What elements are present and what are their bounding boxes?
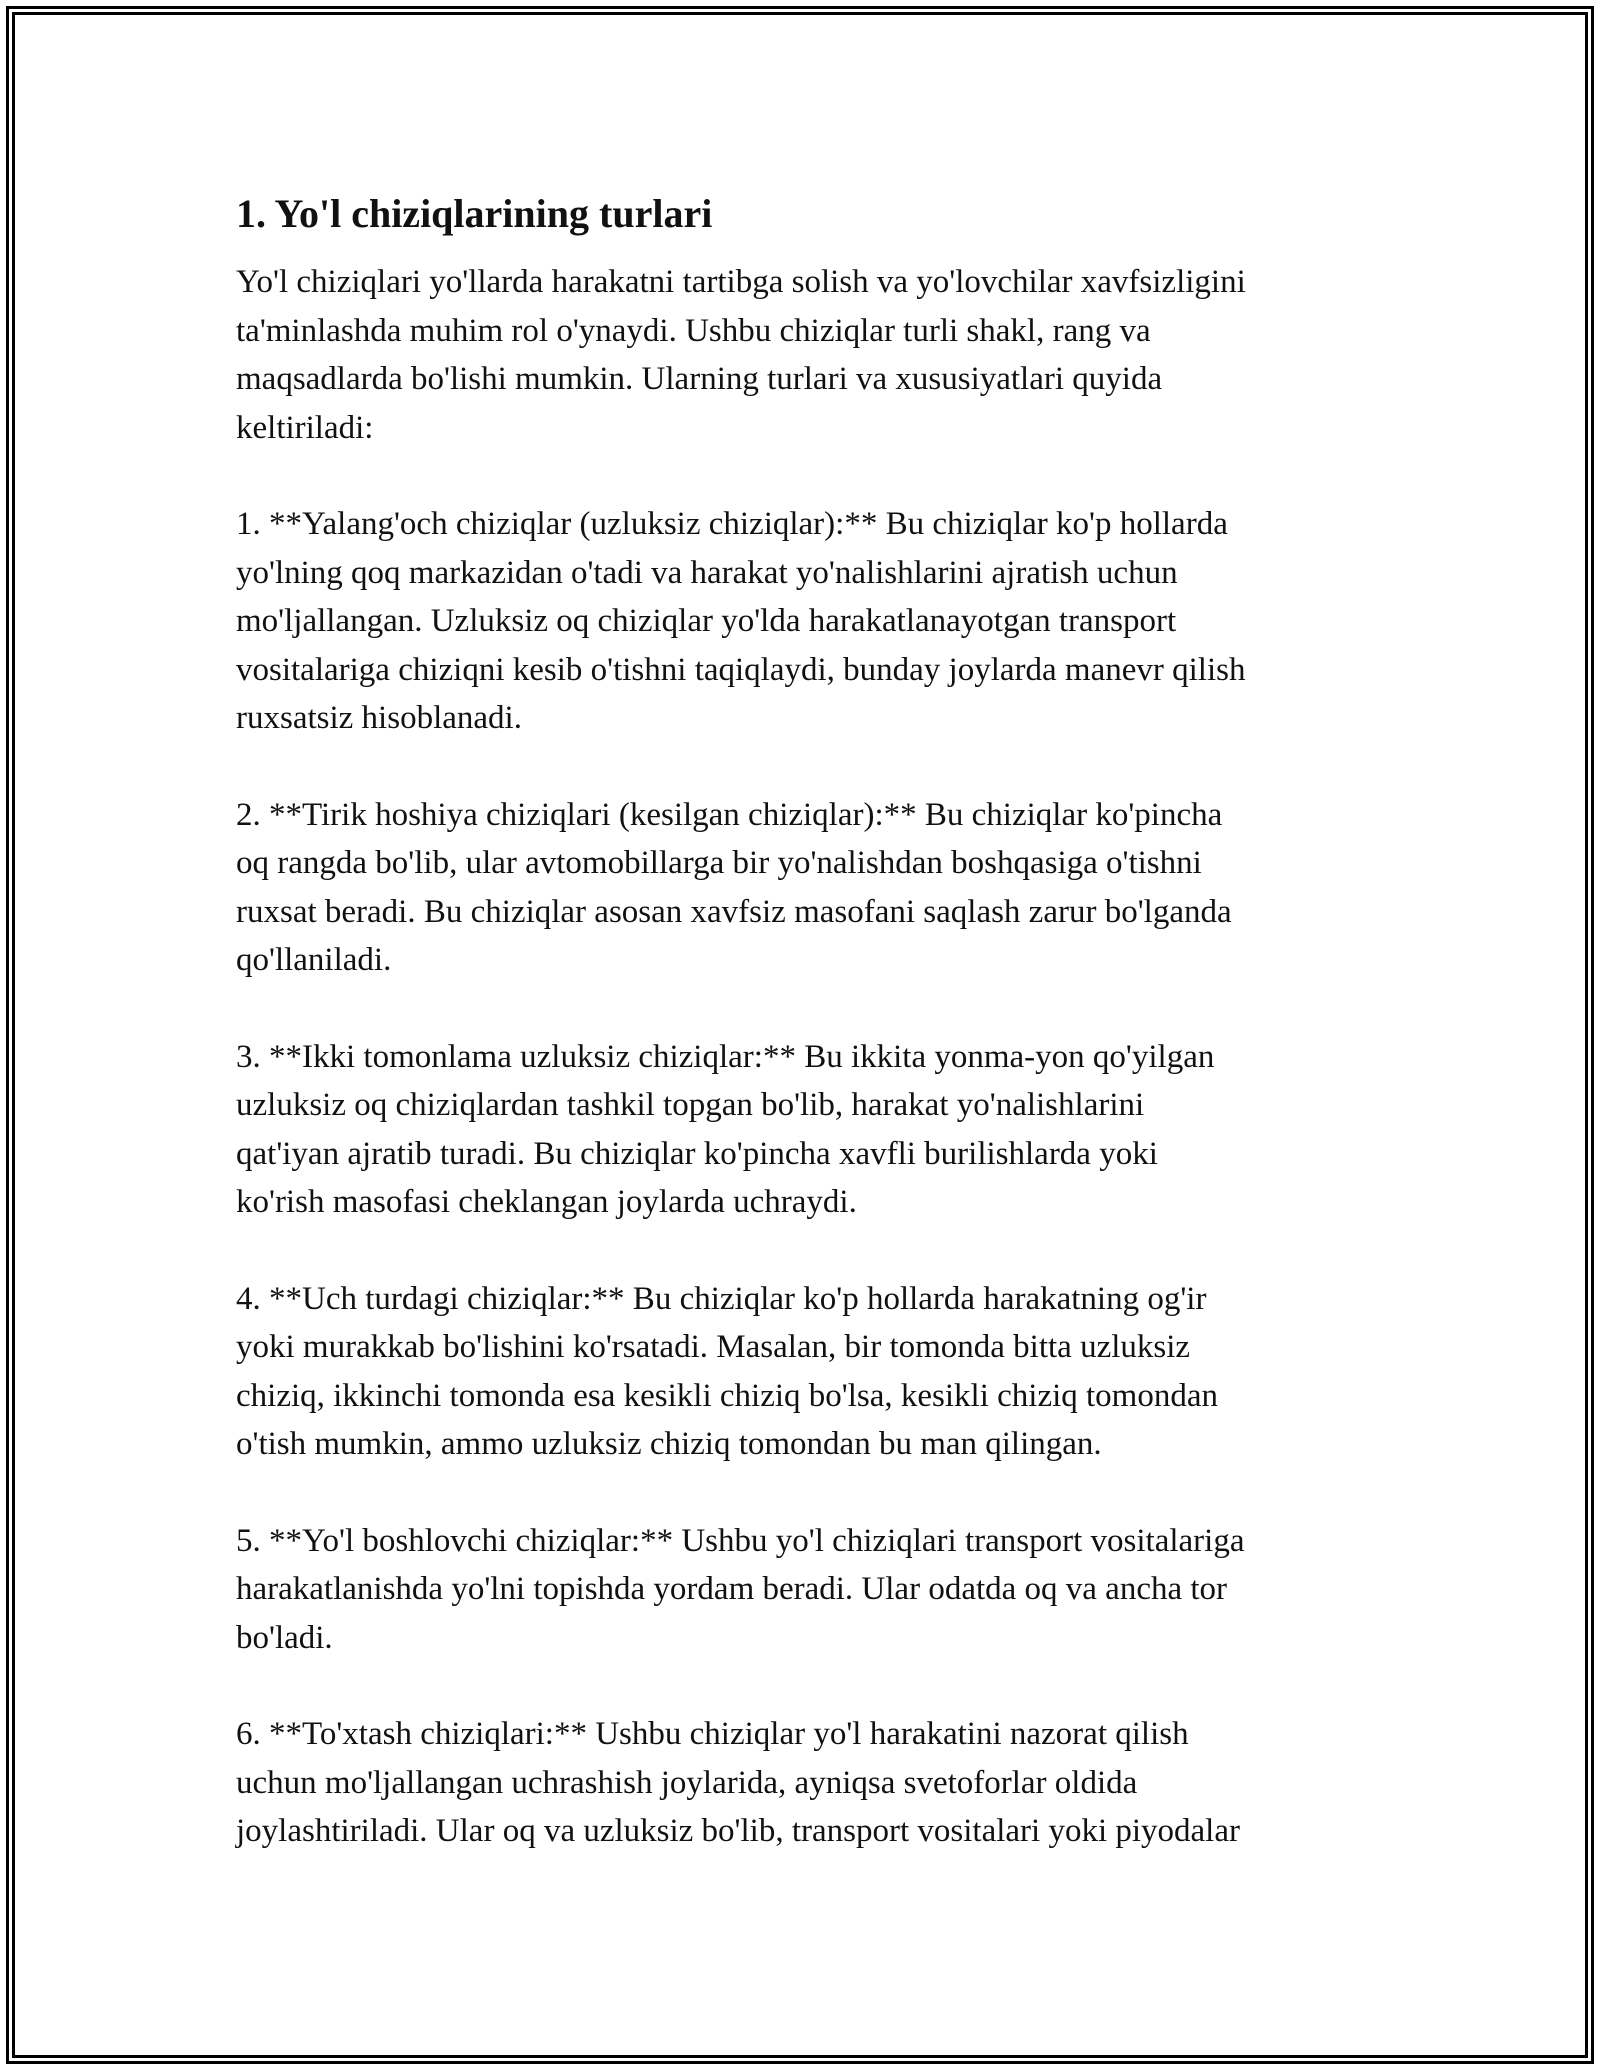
list-item-5: 5. **Yo'l boshlovchi chiziqlar:** Ushbu yo'l chiziqlari transport vositalariga harakatlanishda yo'lni topishda yordam beradi. Ular odatda oq va ancha tor bo'ladi. bbox=[236, 1522, 1245, 1656]
list-item-1: 1. **Yalang'och chiziqlar (uzluksiz chiziqlar):** Bu chiziqlar ko'p hollarda yo'lning qoq markazidan o'tadi va harakat yo'nalishlarini ajratish uchun mo'ljallangan. Uzluksiz oq chiziqlar yo'lda harakatlanayotgan transport vositalariga chiziqni kesib o'tishni taqiqlaydi, bunday joylarda manevr qilish ruxsatsiz hisoblanadi. bbox=[236, 506, 1246, 736]
list-item-3: 3. **Ikki tomonlama uzluksiz chiziqlar:** Bu ikkita yonma-yon qo'yilgan uzluksiz oq chiziqlardan tashkil topgan bo'lib, harakat yo'nalishlarini qat'iyan ajratib turadi. Bu chiziqlar ko'pincha xavfli burilishlarda yoki ko'rish masofasi cheklangan joylarda uchraydi. bbox=[236, 1038, 1215, 1220]
list-item-6: 6. **To'xtash chiziqlari:** Ushbu chiziqlar yo'l harakatini nazorat qilish uchun mo'ljallangan uchrashish joylarida, ayniqsa svetoforlar oldida joylashtiriladi. Ular oq va uzluksiz bo'lib, transport vositalari yoki piyodalar bbox=[236, 1716, 1240, 1849]
intro-paragraph: Yo'l chiziqlari yo'llarda harakatni tartibga solish va yo'lovchilar xavfsizligini ta'minlashda muhim rol o'ynaydi. Ushbu chiziqlar turli shakl, rang va maqsadlarda bo'lishi mumkin. Ularning turlari va xususiyatlari quyida keltiriladi: bbox=[236, 264, 1246, 446]
list-item-2: 2. **Tirik hoshiya chiziqlari (kesilgan chiziqlar):** Bu chiziqlar ko'pincha oq rangda bo'lib, ular avtomobillarga bir yo'nalishdan boshqasiga o'tishni ruxsat beradi. Bu chiziqlar asosan xavfsiz masofani saqlash zarur bo'lganda qo'llaniladi. bbox=[236, 796, 1232, 978]
section-heading: 1. Yo'l chiziqlarining turlari bbox=[236, 191, 713, 236]
list-item-4: 4. **Uch turdagi chiziqlar:** Bu chiziqlar ko'p hollarda harakatning og'ir yoki murakkab bo'lishini ko'rsatadi. Masalan, bir tomonda bitta uzluksiz chiziq, ikkinchi tomonda esa kesikli chiziq bo'lsa, kesikli chiziq tomondan o'tish mumkin, ammo uzluksiz chiziq tomondan bu man qilingan. bbox=[236, 1280, 1218, 1462]
document-body bbox=[236, 188, 1366, 1856]
